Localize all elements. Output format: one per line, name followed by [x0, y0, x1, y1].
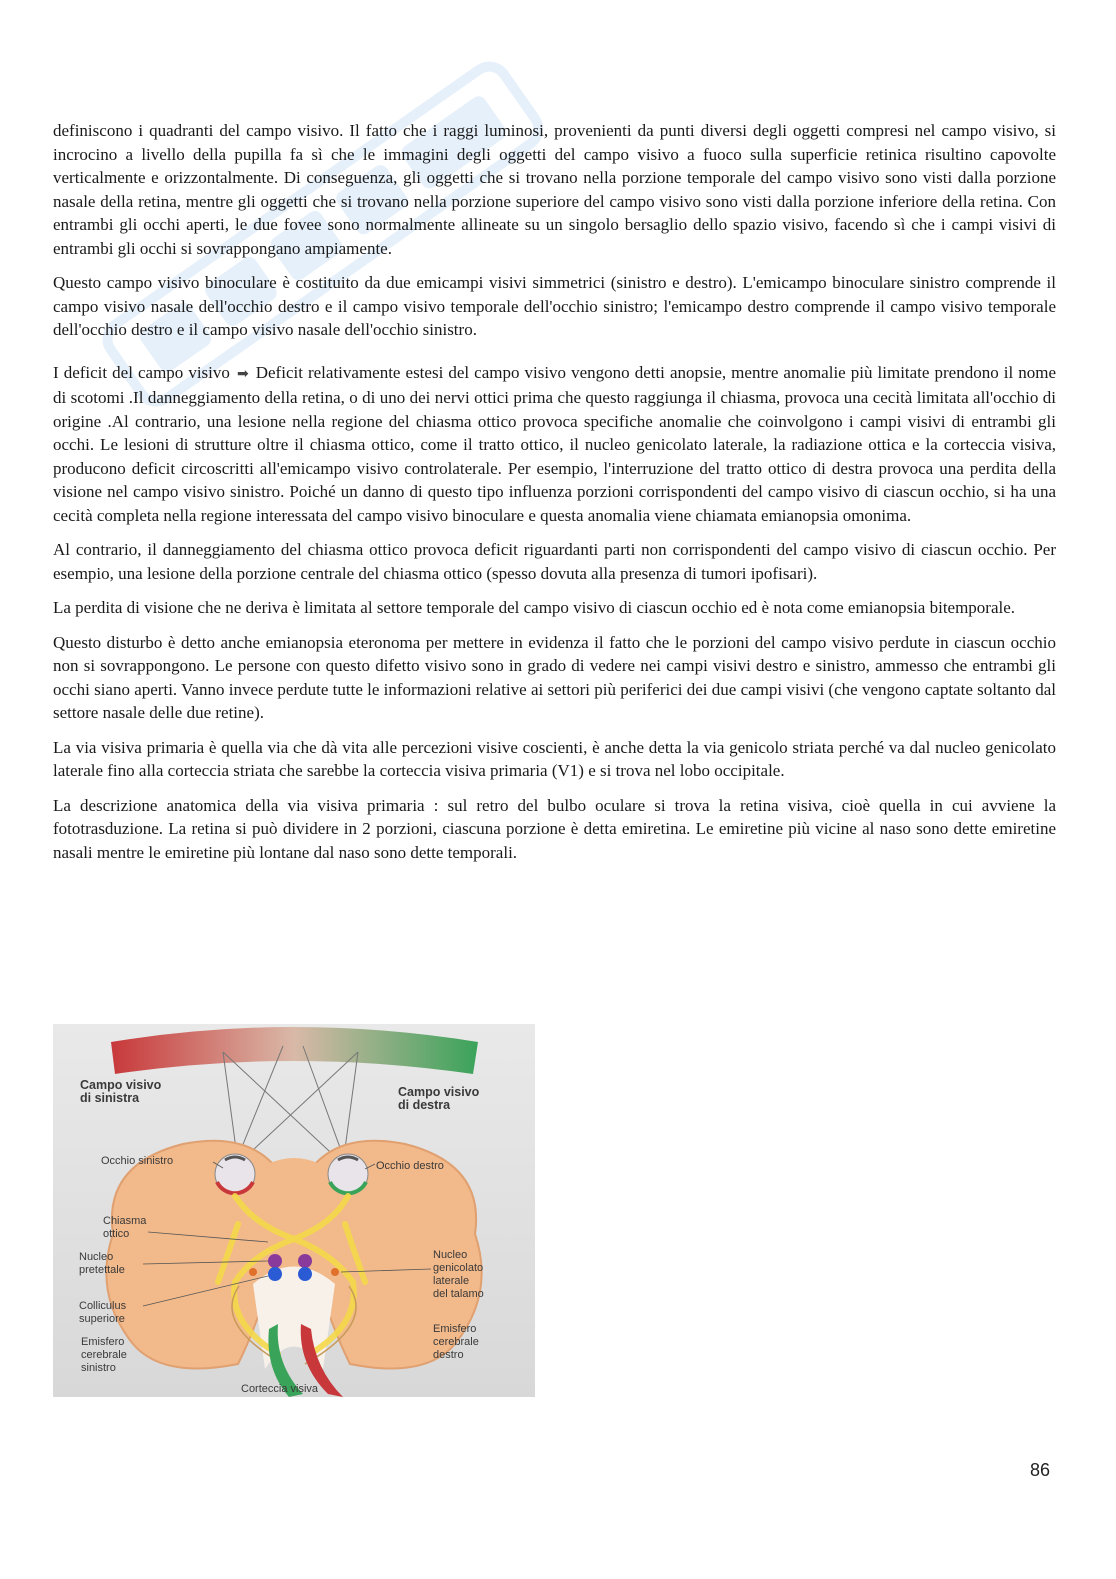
colliculus-right — [298, 1267, 312, 1281]
label-nucleo-genicolato: Nucleo — [433, 1249, 468, 1261]
label-emisfero-sinistro: cerebrale — [81, 1349, 127, 1361]
label-campo-destra: di destra — [398, 1098, 451, 1112]
label-campo-sinistra: Campo visivo — [80, 1078, 162, 1092]
label-emisfero-destro: destro — [433, 1349, 464, 1361]
paragraph: definiscono i quadranti del campo visivo. Il fatto che i raggi luminosi, provenienti da punti diversi degli oggetti compresi nel campo visivo, si incrocino a livello della pupilla fa sì che le immagini degli oggetti del campo visivo a fuoco sulla superficie retinica risultino capovolte verticalmente e orizzontalmente. Di conseguenza, gli oggetti che si trovano nella porzione temporale del campo visivo sono visti dalla porzione nasale della retina, mentre gli oggetti che si trovano nella porzione superiore del campo visivo sono visti dalla porzione inferiore della retina. Con entrambi gli occhi aperti, le due fovee sono normalmente allineate su un singolo bersaglio dello spazio visivo, facendo sì che i campi visivi di entrambi gli occhi si sovrappongano ampiamente. — [53, 121, 1056, 258]
pretectal-nucleus-right — [298, 1254, 312, 1268]
label-colliculus: Colliculus — [79, 1300, 127, 1312]
label-colliculus: superiore — [79, 1313, 125, 1325]
paragraph-lead: I deficit del campo visivo — [53, 362, 230, 382]
label-nucleo-genicolato: del talamo — [433, 1288, 484, 1300]
label-campo-destra: Campo visivo — [398, 1085, 480, 1099]
label-nucleo-genicolato: laterale — [433, 1275, 470, 1287]
label-corteccia-visiva: Corteccia visiva — [241, 1383, 319, 1395]
pretectal-nucleus-left — [268, 1254, 282, 1268]
arrow-right-icon: ➡ — [236, 365, 249, 382]
paragraph: La perdita di visione che ne deriva è limitata al settore temporale del campo visivo di ciascun occhio ed è nota come emianopsia bitemporale. — [53, 598, 1016, 617]
visual-pathway-figure — [53, 1024, 535, 1397]
label-nucleo-genicolato: genicolato — [433, 1262, 484, 1274]
body-text — [53, 119, 1056, 875]
paragraph: Al contrario, il danneggiamento del chiasma ottico provoca deficit riguardanti parti non corrispondenti del campo visivo di ciascun occhio. Per esempio, una lesione della porzione centrale del chiasma ottico (spesso dovuta alla presenza di tumori ipofisari). — [53, 540, 1056, 583]
paragraph: La via visiva primaria è quella via che dà vita alle percezioni visive coscienti, è anche detta la via genicolo striata perché va dal nucleo genicolato laterale fino alla corteccia striata che sarebbe la corteccia visiva primaria (V1) e si trova nel lobo occipitale. — [53, 737, 1056, 780]
page-number: 86 — [1030, 1460, 1051, 1480]
paragraph-deficit — [53, 361, 1056, 528]
label-chiasma: Chiasma — [103, 1215, 147, 1227]
label-chiasma: ottico — [103, 1228, 130, 1240]
paragraph: Questo disturbo è detto anche emianopsia eteronoma per mettere in evidenza il fatto che le porzioni del campo visivo perdute in ciascun occhio non si sovrappongono. Le persone con questo difetto visivo sono in grado di vedere nei campi visivi destro e sinistro, ammesso che entrambi gli occhi siano aperti. Vanno invece perdute tutte le informazioni relative ai settori più periferici dei due campi visivi (che vengono captate soltanto dal settore nasale delle due retine). — [53, 632, 1056, 722]
lgn-right — [331, 1268, 339, 1276]
lgn-left — [249, 1268, 257, 1276]
label-nucleo-pretettale: pretettale — [79, 1264, 125, 1276]
label-emisfero-destro: Emisfero — [433, 1323, 477, 1335]
label-emisfero-sinistro: Emisfero — [81, 1336, 125, 1348]
paragraph: Questo campo visivo binoculare è costituito da due emicampi visivi simmetrici (sinistro e destro). L'emicampo binoculare sinistro comprende il campo visivo nasale dell'occhio destro e il campo visivo temporale dell'occhio sinistro; l'emicampo destro comprende il campo visivo temporale dell'occhio destro e il campo visivo nasale dell'occhio sinistro. — [53, 273, 1056, 339]
label-nucleo-pretettale: Nucleo — [79, 1251, 114, 1263]
colliculus-left — [268, 1267, 282, 1281]
paragraph: La descrizione anatomica della via visiva primaria : sul retro del bulbo oculare si trova la retina visiva, cioè quella in cui avviene la fototrasduzione. La retina si può dividere in 2 porzioni, ciascuna porzione è detta emiretina. Le emiretine più vicine al naso sono dette emiretine nasali mentre le emiretine più lontane dal naso sono dette temporali. — [53, 795, 1056, 862]
label-campo-sinistra: di sinistra — [80, 1091, 140, 1105]
paragraph-rest: Deficit relativamente estesi del campo visivo vengono detti anopsie, mentre anomalie più limitate prendono il nome di scotomi .Il danneggiamento della retina, o di uno dei nervi ottici prima che questo raggiunga il chiasma, provoca una cecità limitata all'occhio di origine .Al contrario, una lesione nella regione del chiasma ottico provoca specifiche anomalie che coinvolgono i campi visivi di entrambi gli occhi. Le lesioni di strutture oltre il chiasma ottico, come il tratto ottico, il nucleo genicolato laterale, la radiazione ottica e la corteccia visiva, producono deficit circoscritti all'emicampo visivo controlaterale. Per esempio, l'interruzione del tratto ottico di destra provoca una perdita della visione nel campo visivo sinistro. Poiché un danno di questo tipo influenza porzioni corrispondenti del campo visivo di ciascun occhio, si ha una cecità completa nella regione interessata del campo visivo binoculare e questa anomalia viene chiamata emianopsia omonima. — [53, 362, 1057, 525]
label-occhio-sinistro: Occhio sinistro — [101, 1155, 174, 1167]
label-emisfero-sinistro: sinistro — [81, 1362, 116, 1374]
label-emisfero-destro: cerebrale — [433, 1336, 479, 1348]
label-occhio-destro: Occhio destro — [376, 1160, 444, 1172]
